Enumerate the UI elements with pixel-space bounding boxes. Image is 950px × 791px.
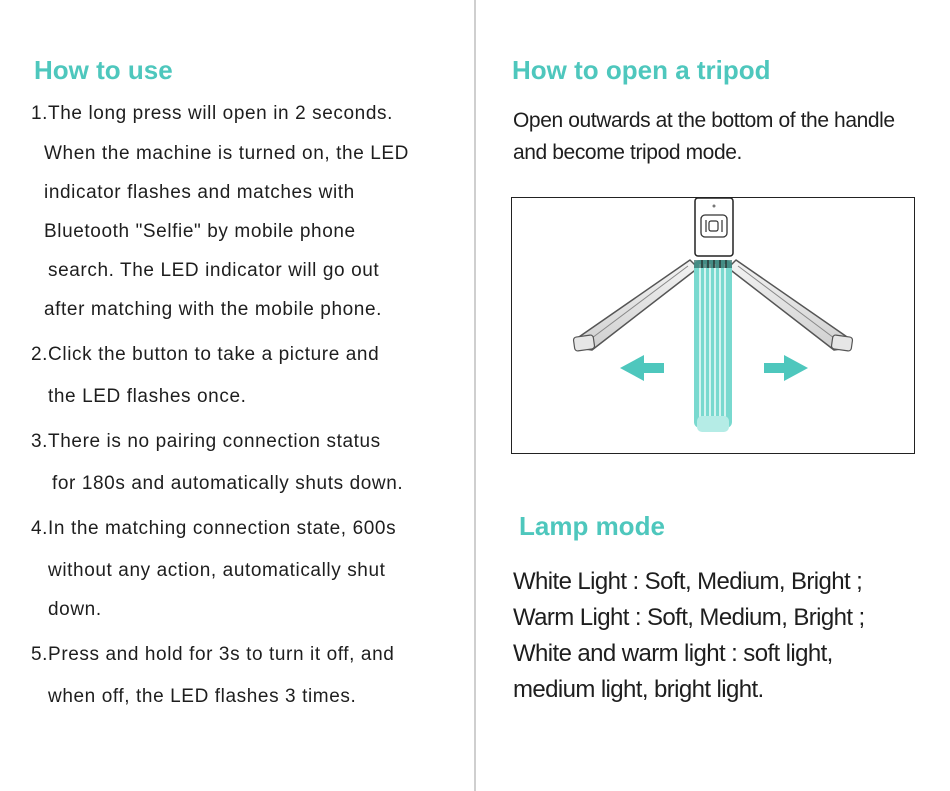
- how-to-use-title: How to use: [34, 55, 173, 85]
- instruction-line: search. The LED indicator will go out: [48, 260, 380, 281]
- lamp-mode-line: White Light : Soft, Medium, Bright ;: [513, 568, 863, 595]
- instruction-line: the LED flashes once.: [48, 386, 247, 407]
- instruction-line: without any action, automatically shut: [48, 560, 386, 581]
- tripod-title: How to open a tripod: [512, 55, 771, 85]
- instruction-line: down.: [48, 599, 102, 620]
- instruction-line: Bluetooth "Selfie" by mobile phone: [44, 221, 356, 242]
- column-divider: [474, 0, 476, 791]
- instruction-line: 5.Press and hold for 3s to turn it off, and: [31, 644, 395, 665]
- lamp-mode-line: White and warm light : soft light,: [513, 640, 833, 667]
- instruction-line: after matching with the mobile phone.: [44, 299, 382, 320]
- instruction-line: indicator flashes and matches with: [44, 182, 355, 203]
- tripod-text-line: and become tripod mode.: [513, 141, 742, 164]
- instruction-line: 3.There is no pairing connection status: [31, 431, 381, 452]
- lamp-mode-line: medium light, bright light.: [513, 676, 764, 703]
- arrow-left-icon: [620, 355, 664, 381]
- tripod-icon: [512, 198, 916, 455]
- instruction-line: When the machine is turned on, the LED: [44, 143, 409, 164]
- tripod-text-line: Open outwards at the bottom of the handle: [513, 109, 895, 132]
- tripod-illustration: [511, 197, 915, 454]
- instruction-line: 1.The long press will open in 2 seconds.: [31, 103, 393, 124]
- arrow-right-icon: [764, 355, 808, 381]
- instruction-line: 2.Click the button to take a picture and: [31, 344, 380, 365]
- instruction-line: when off, the LED flashes 3 times.: [48, 686, 357, 707]
- instruction-line: for 180s and automatically shuts down.: [52, 473, 404, 494]
- instruction-line: 4.In the matching connection state, 600s: [31, 518, 397, 539]
- lamp-mode-title: Lamp mode: [519, 511, 665, 541]
- lamp-mode-line: Warm Light : Soft, Medium, Bright ;: [513, 604, 865, 631]
